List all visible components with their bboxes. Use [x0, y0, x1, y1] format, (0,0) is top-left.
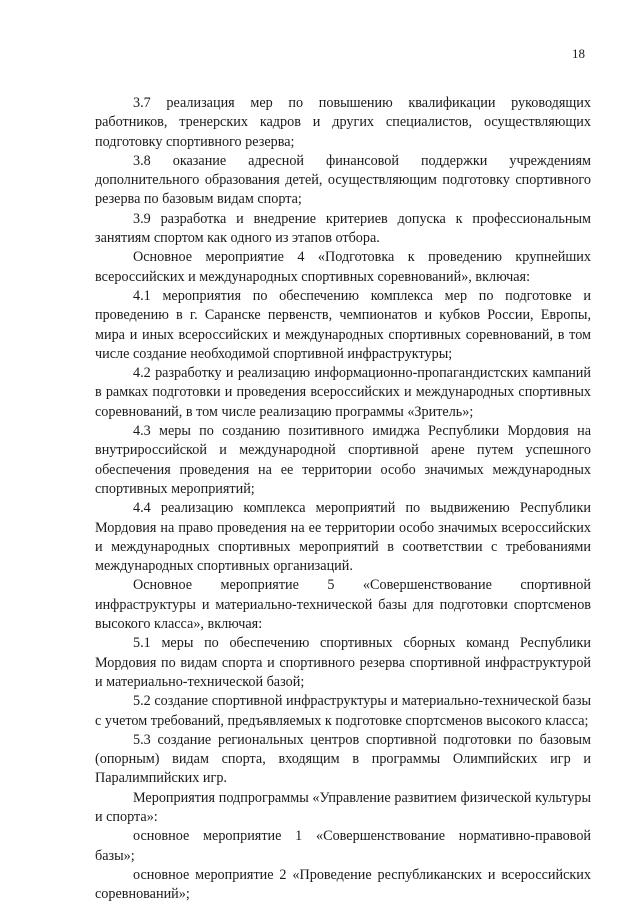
page-number: 18	[572, 46, 585, 61]
paragraph-4-2: 4.2 разработку и реализацию информационно-пропагандистских кампаний в рамках подготовки и проведения всероссийских и международных спортивных соревнований, в том числе реализацию программы «Зритель»;	[95, 365, 591, 420]
paragraph-subprogram-event-1: основное мероприятие 1 «Совершенствование нормативно-правовой базы»;	[95, 828, 591, 864]
paragraph-subprogram-events: Мероприятия подпрограммы «Управление развитием физической культуры и спорта»:	[95, 789, 591, 825]
paragraph-main-event-4: Основное мероприятие 4 «Подготовка к проведению крупнейших всероссийских и международных спортивных соревнований», включая:	[95, 249, 591, 285]
document-body	[95, 94, 591, 904]
paragraph-5-3: 5.3 создание региональных центров спортивной подготовки по базовым (опорным) видам спорта, входящим в программы Олимпийских игр и Паралимпийских игр.	[95, 731, 591, 787]
paragraph-3-7: 3.7 реализация мер по повышению квалификации руководящих работников, тренерских кадров и других специалистов, осуществляющих подготовку спортивного резерва;	[95, 95, 591, 150]
paragraph-3-9: 3.9 разработка и внедрение критериев допуска к профессиональным занятиям спортом как одного из этапов отбора.	[95, 210, 591, 247]
paragraph-4-1: 4.1 мероприятия по обеспечению комплекса мер по подготовке и проведению в г. Саранске первенств, чемпионатов и кубков России, Европы, мира и иных всероссийских и международных спортивных соревнований, в том числе создание необходимой спортивной инфраструктуры;	[95, 287, 591, 362]
paragraph-5-2: 5.2 создание спортивной инфраструктуры и материально-технической базы с учетом требований, предъявляемых к подготовке спортсменов высокого класса;	[95, 693, 591, 729]
paragraph-3-8: 3.8 оказание адресной финансовой поддержки учреждениям дополнительного образования детей, осуществляющим подготовку спортивного резерва по базовым видам спорта;	[95, 152, 591, 208]
paragraph-main-event-5: Основное мероприятие 5 «Совершенствование спортивной инфраструктуры и материально-технической базы для подготовки спортсменов высокого класса», включая:	[95, 577, 591, 633]
paragraph-5-1: 5.1 меры по обеспечению спортивных сборных команд Республики Мордовия по видам спорта и спортивного резерва спортивной инфраструктурой и материально-технической базой;	[95, 635, 591, 690]
paragraph-4-3: 4.3 меры по созданию позитивного имиджа Республики Мордовия на внутрироссийской и международной спортивной арене путем успешного обеспечения проведения на ее территории особо значимых международных спортивных мероприятий;	[95, 423, 591, 497]
paragraph-subprogram-event-2: основное мероприятие 2 «Проведение республиканских и всероссийских соревнований»;	[95, 866, 591, 903]
paragraph-4-4: 4.4 реализацию комплекса мероприятий по выдвижению Республики Мордовия на право проведения на ее территории особо значимых всероссийских и международных спортивных мероприятий в соответствии с требованиями международных спортивных организаций.	[95, 500, 591, 575]
